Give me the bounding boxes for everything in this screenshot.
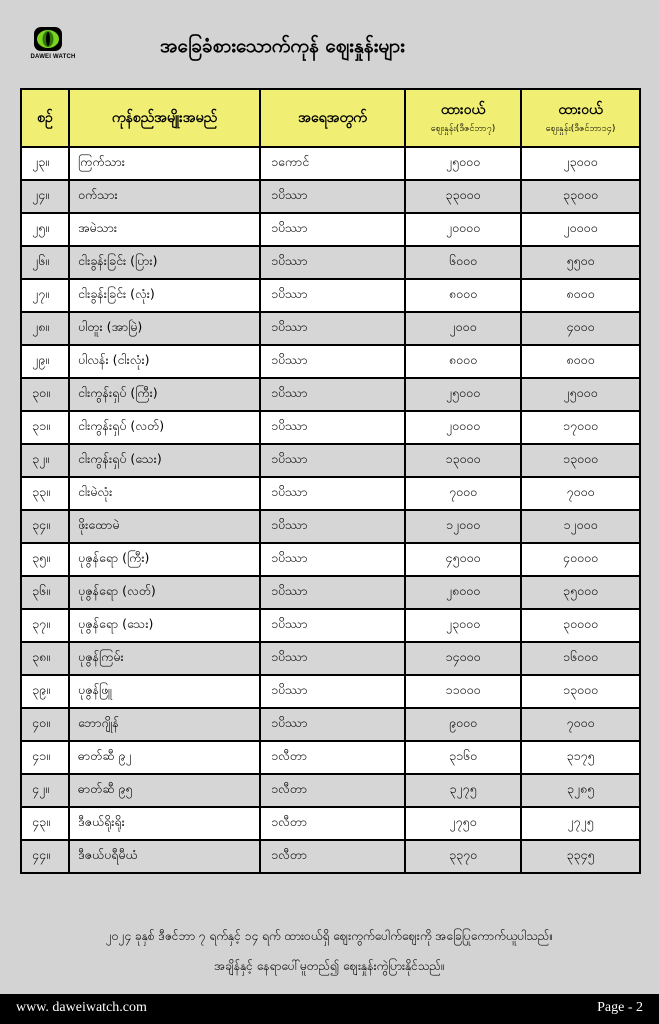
- row-number: ၃၃။: [21, 477, 69, 510]
- page-title: အခြေခံစားသောက်ကုန် ဈေးနှုန်းများ: [160, 35, 405, 57]
- price-dec7: ၃၃၇၀: [405, 840, 521, 873]
- item-unit: ၁ပိဿာ: [260, 642, 405, 675]
- header-price-dec7-sub: ဈေးနှုန်း(ဒီဇင်ဘာ၇): [430, 124, 496, 134]
- dawei-watch-logo: [28, 24, 74, 68]
- price-dec14: ၃၃၀၀၀: [521, 180, 640, 213]
- item-name: ပါလန်း (ငါးလုံး): [69, 345, 260, 378]
- price-dec14: ၇၀၀၀: [521, 477, 640, 510]
- header-price-dec14: [521, 89, 640, 147]
- item-unit: ၁ပိဿာ: [260, 213, 405, 246]
- price-dec7: ၃၃၀၀၀: [405, 180, 521, 213]
- price-dec14: ၃၃၄၅: [521, 840, 640, 873]
- price-dec14: ၁၇၀၀၀: [521, 411, 640, 444]
- item-unit: ၁ကောင်: [260, 147, 405, 180]
- price-dec7: ၃၁၆၀: [405, 741, 521, 774]
- price-dec14: ၂၀၀၀၀: [521, 213, 640, 246]
- item-unit: ၁ပိဿာ: [260, 510, 405, 543]
- table-header-row: [21, 89, 640, 147]
- row-number: ၂၅။: [21, 213, 69, 246]
- price-table: [20, 88, 641, 874]
- header-name: ကုန်စည်အမျိုးအမည်: [69, 89, 260, 147]
- item-unit: ၁လီတာ: [260, 741, 405, 774]
- row-number: ၃၉။: [21, 675, 69, 708]
- price-dec14: ၂၅၀၀၀: [521, 378, 640, 411]
- item-name: ပုဇွန်ရော (လတ်): [69, 576, 260, 609]
- table-row: [21, 741, 640, 774]
- table-row: [21, 543, 640, 576]
- table-row: [21, 213, 640, 246]
- item-unit: ၁လီတာ: [260, 840, 405, 873]
- item-name: ဒီဇယ်ပရီမီယံ: [69, 840, 260, 873]
- row-number: ၃၅။: [21, 543, 69, 576]
- item-name: ပါတူး (အာမြဲ): [69, 312, 260, 345]
- item-name: ငါးမဲလုံး: [69, 477, 260, 510]
- row-number: ၄၂။: [21, 774, 69, 807]
- table-row: [21, 411, 640, 444]
- logo-text: DAWEI WATCH: [30, 54, 76, 60]
- table-row: [21, 279, 640, 312]
- row-number: ၂၈။: [21, 312, 69, 345]
- item-unit: ၁လီတာ: [260, 774, 405, 807]
- price-dec7: ၂၅၀၀၀: [405, 378, 521, 411]
- price-dec7: ၆၀၀၀: [405, 246, 521, 279]
- price-dec7: ၉၀၀၀: [405, 708, 521, 741]
- price-dec7: ၂၈၀၀၀: [405, 576, 521, 609]
- price-dec7: ၁၂၀၀၀: [405, 510, 521, 543]
- price-dec14: ၁၃၀၀၀: [521, 444, 640, 477]
- price-dec7: ၂၇၅၀: [405, 807, 521, 840]
- table-row: [21, 378, 640, 411]
- price-dec14: ၄၀၀၀: [521, 312, 640, 345]
- row-number: ၄၁။: [21, 741, 69, 774]
- item-unit: ၁ပိဿာ: [260, 312, 405, 345]
- price-dec7: ၈၀၀၀: [405, 279, 521, 312]
- price-dec14: ၃၂၈၅: [521, 774, 640, 807]
- item-unit: ၁ပိဿာ: [260, 543, 405, 576]
- price-dec7: ၃၂၇၅: [405, 774, 521, 807]
- table-row: [21, 642, 640, 675]
- row-number: ၃၄။: [21, 510, 69, 543]
- price-dec7: ၄၅၀၀၀: [405, 543, 521, 576]
- item-name: ဒီဇယ်ရိုးရိုး: [69, 807, 260, 840]
- price-table-container: [20, 88, 639, 874]
- price-dec14: ၈၀၀၀: [521, 345, 640, 378]
- table-row: [21, 576, 640, 609]
- row-number: ၄၀။: [21, 708, 69, 741]
- price-dec7: ၂၀၀၀: [405, 312, 521, 345]
- item-name: ကြက်သား: [69, 147, 260, 180]
- item-name: ဓာတ်ဆီ ၉၂: [69, 741, 260, 774]
- item-unit: ၁ပိဿာ: [260, 675, 405, 708]
- price-dec14: ၃၁၇၅: [521, 741, 640, 774]
- price-dec14: ၅၅၀၀: [521, 246, 640, 279]
- price-dec14: ၃၅၀၀၀: [521, 576, 640, 609]
- item-unit: ၁ပိဿာ: [260, 345, 405, 378]
- price-dec7: ၁၄၀၀၀: [405, 642, 521, 675]
- item-name: ဓာတ်ဆီ ၉၅: [69, 774, 260, 807]
- price-dec14: ၃၀၀၀၀: [521, 609, 640, 642]
- row-number: ၂၇။: [21, 279, 69, 312]
- price-dec7: ၂၅၀၀၀: [405, 147, 521, 180]
- item-name: အမဲသား: [69, 213, 260, 246]
- row-number: ၄၃။: [21, 807, 69, 840]
- item-name: ငါးခွန်းခြင်း (လုံး): [69, 279, 260, 312]
- header-price-dec14-title: ထားဝယ်: [558, 102, 603, 118]
- item-name: ဘောဂျိုန်: [69, 708, 260, 741]
- table-row: [21, 774, 640, 807]
- header-price-dec7: [405, 89, 521, 147]
- item-name: ဝက်သား: [69, 180, 260, 213]
- source-note: ၂၀၂၄ ခုနှစ် ဒီဇင်ဘာ ၇ ရက်နှင့် ၁၄ ရက် ထားဝယ်ရှိ ဈေးကွက်ပေါက်ဈေးကို အခြေပြုကောက်ယူပါသည်။: [105, 929, 554, 943]
- table-row: [21, 840, 640, 873]
- page-number: Page - 2: [597, 1000, 643, 1015]
- row-number: ၃၆။: [21, 576, 69, 609]
- page-header: [0, 0, 659, 80]
- header-unit: အရေအတွက်: [260, 89, 405, 147]
- item-name: ငါးကွန်းရှပ် (သေး): [69, 444, 260, 477]
- table-row: [21, 609, 640, 642]
- header-no: စဉ်: [21, 89, 69, 147]
- table-row: [21, 444, 640, 477]
- item-name: ပုဇွန်ရော (ကြီး): [69, 543, 260, 576]
- table-row: [21, 147, 640, 180]
- table-row: [21, 180, 640, 213]
- price-dec7: ၁၁၀၀၀: [405, 675, 521, 708]
- table-row: [21, 510, 640, 543]
- row-number: ၃၁။: [21, 411, 69, 444]
- row-number: ၃၇။: [21, 609, 69, 642]
- price-dec14: ၁၂၀၀၀: [521, 510, 640, 543]
- price-dec7: ၂၀၀၀၀: [405, 213, 521, 246]
- row-number: ၂၃။: [21, 147, 69, 180]
- price-dec14: ၁၃၀၀၀: [521, 675, 640, 708]
- price-dec14: ၂၇၂၅: [521, 807, 640, 840]
- price-dec7: ၈၀၀၀: [405, 345, 521, 378]
- item-unit: ၁ပိဿာ: [260, 576, 405, 609]
- row-number: ၂၄။: [21, 180, 69, 213]
- item-name: ပုဇွန်ရော (သေး): [69, 609, 260, 642]
- header-price-dec14-sub: ဈေးနှုန်း(ဒီဇင်ဘာ၁၄): [545, 124, 616, 134]
- price-dec7: ၂၃၀၀၀: [405, 609, 521, 642]
- row-number: ၂၆။: [21, 246, 69, 279]
- item-unit: ၁ပိဿာ: [260, 411, 405, 444]
- price-dec7: ၂၀၀၀၀: [405, 411, 521, 444]
- item-unit: ၁ပိဿာ: [260, 444, 405, 477]
- item-name: ငါးကွန်းရှပ် (လတ်): [69, 411, 260, 444]
- row-number: ၃၂။: [21, 444, 69, 477]
- price-dec14: ၈၀၀၀: [521, 279, 640, 312]
- item-unit: ၁ပိဿာ: [260, 246, 405, 279]
- table-row: [21, 246, 640, 279]
- disclaimer-note: အချိန်နှင့် နေရာပေါ်မူတည်၍ ဈေးနှုန်းကွဲပြားနိုင်သည်။: [214, 959, 445, 973]
- price-dec14: ၁၆၀၀၀: [521, 642, 640, 675]
- price-dec14: ၂၃၀၀၀: [521, 147, 640, 180]
- table-row: [21, 345, 640, 378]
- item-name: ပုဇွန်ဖြူ: [69, 675, 260, 708]
- row-number: ၃၈။: [21, 642, 69, 675]
- item-unit: ၁ပိဿာ: [260, 477, 405, 510]
- item-name: ပုဇွန်ကြမ်း: [69, 642, 260, 675]
- item-name: ဖိုးထောမဲ: [69, 510, 260, 543]
- item-unit: ၁ပိဿာ: [260, 708, 405, 741]
- price-dec7: ၇၀၀၀: [405, 477, 521, 510]
- item-name: ငါးကွန်းရှပ် (ကြီး): [69, 378, 260, 411]
- price-dec7: ၁၃၀၀၀: [405, 444, 521, 477]
- price-dec14: ၇၀၀၀: [521, 708, 640, 741]
- item-unit: ၁ပိဿာ: [260, 378, 405, 411]
- item-name: ငါးခွန်းခြင်း (ပြား): [69, 246, 260, 279]
- table-row: [21, 807, 640, 840]
- website-link[interactable]: www. daweiwatch.com: [16, 1000, 147, 1015]
- item-unit: ၁လီတာ: [260, 807, 405, 840]
- table-row: [21, 708, 640, 741]
- header-price-dec7-title: ထားဝယ်: [440, 102, 486, 118]
- page-footer: [0, 994, 659, 1024]
- item-unit: ၁ပိဿာ: [260, 279, 405, 312]
- price-dec14: ၄၀၀၀၀: [521, 543, 640, 576]
- row-number: ၃၀။: [21, 378, 69, 411]
- row-number: ၄၄။: [21, 840, 69, 873]
- item-unit: ၁ပိဿာ: [260, 609, 405, 642]
- item-unit: ၁ပိဿာ: [260, 180, 405, 213]
- eye-logo-icon: [33, 26, 63, 52]
- table-row: [21, 477, 640, 510]
- table-row: [21, 675, 640, 708]
- table-row: [21, 312, 640, 345]
- row-number: ၂၉။: [21, 345, 69, 378]
